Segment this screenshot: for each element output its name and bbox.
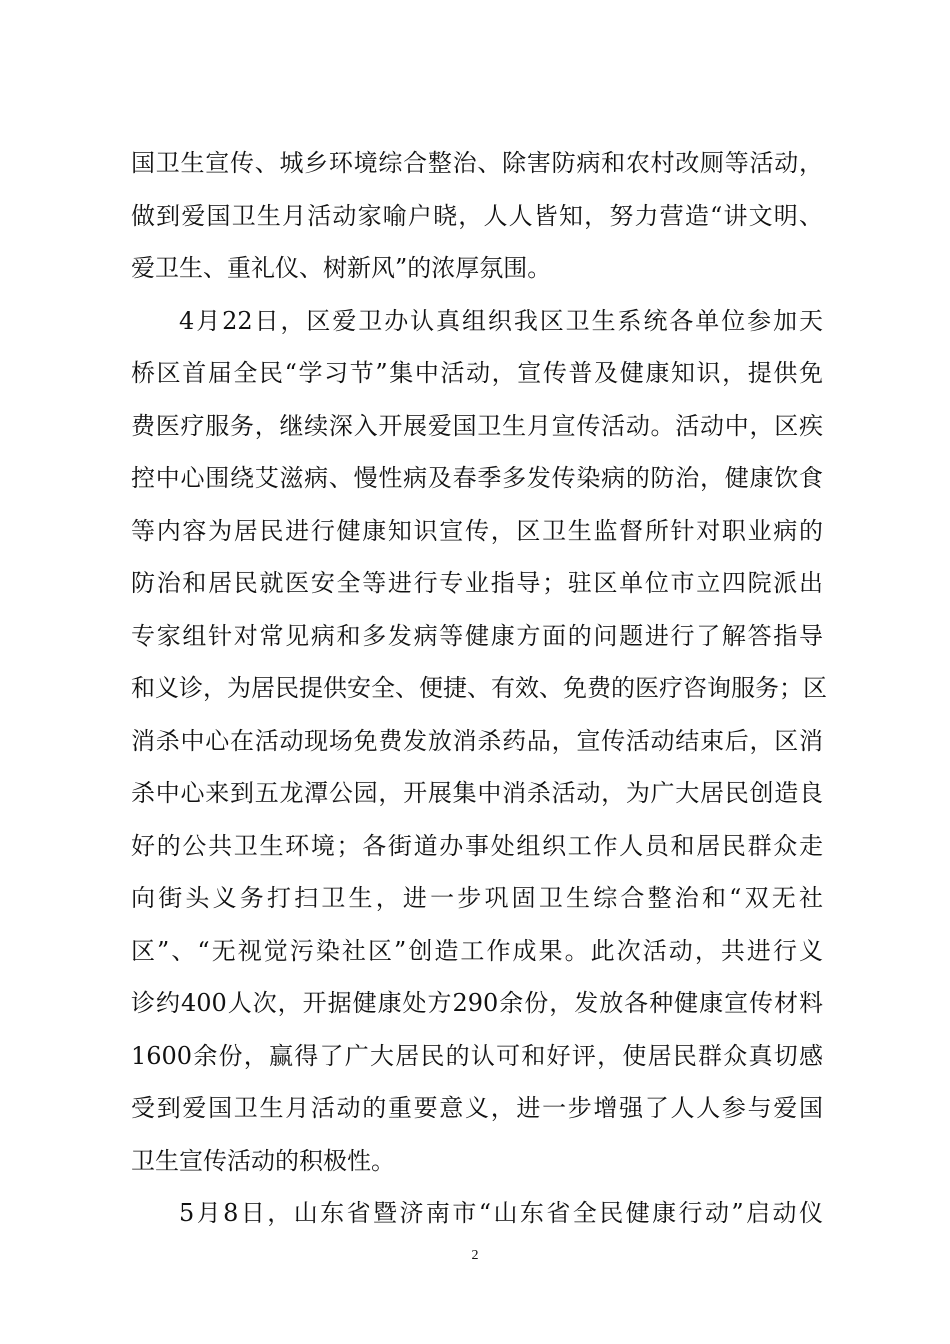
text-line: 专家组针对常见病和多发病等健康方面的问题进行了解答指导 [131, 621, 823, 650]
text-line: 卫生宣传活动的积极性。 [131, 1146, 395, 1175]
text-line: 控中心围绕艾滋病、慢性病及春季多发传染病的防治，健康饮食 [131, 464, 823, 492]
text-line: 受到爱国卫生月活动的重要意义，进一步增强了人人参与爱国 [131, 1094, 823, 1122]
text-line: 4月22日，区爱卫办认真组织我区卫生系统各单位参加天 [179, 306, 823, 335]
text-line: 诊约400人次，开据健康处方290余份，发放各种健康宣传材料 [131, 989, 823, 1017]
text-line: 消杀中心在活动现场免费发放消杀药品，宣传活动结束后，区消 [131, 726, 823, 755]
body-text [131, 137, 827, 1240]
paragraph-2 [131, 295, 827, 1188]
text-line: 1600余份，赢得了广大居民的认可和好评，使居民群众真切感 [131, 1041, 823, 1070]
paragraph-1 [131, 137, 823, 295]
text-line: 桥区首届全民“学习节”集中活动，宣传普及健康知识，提供免 [131, 359, 823, 387]
text-line: 做到爱国卫生月活动家喻户晓，人人皆知，努力营造“讲文明、 [131, 201, 823, 230]
text-line: 好的公共卫生环境；各街道办事处组织工作人员和居民群众走 [131, 831, 823, 860]
paragraph-3 [131, 1187, 823, 1240]
text-line: 国卫生宣传、城乡环境综合整治、除害防病和农村改厕等活动， [131, 149, 823, 177]
text-line: 区”、“无视觉污染社区”创造工作成果。此次活动，共进行义 [131, 936, 823, 965]
text-line: 防治和居民就医安全等进行专业指导；驻区单位市立四院派出 [131, 569, 823, 597]
text-line: 向街头义务打扫卫生，进一步巩固卫生综合整治和“双无社 [131, 884, 823, 912]
text-line: 杀中心来到五龙潭公园，开展集中消杀活动，为广大居民创造良 [131, 779, 823, 807]
page-number: 2 [471, 1248, 479, 1263]
text-line: 等内容为居民进行健康知识宣传，区卫生监督所针对职业病的 [131, 516, 823, 545]
text-line: 费医疗服务，继续深入开展爱国卫生月宣传活动。活动中，区疾 [131, 411, 823, 440]
text-line: 5月8日，山东省暨济南市“山东省全民健康行动”启动仪 [179, 1199, 823, 1227]
text-line: 和义诊，为居民提供安全、便捷、有效、免费的医疗咨询服务；区 [131, 674, 827, 702]
text-line: 爱卫生、重礼仪、树新风”的浓厚氛围。 [131, 254, 552, 282]
